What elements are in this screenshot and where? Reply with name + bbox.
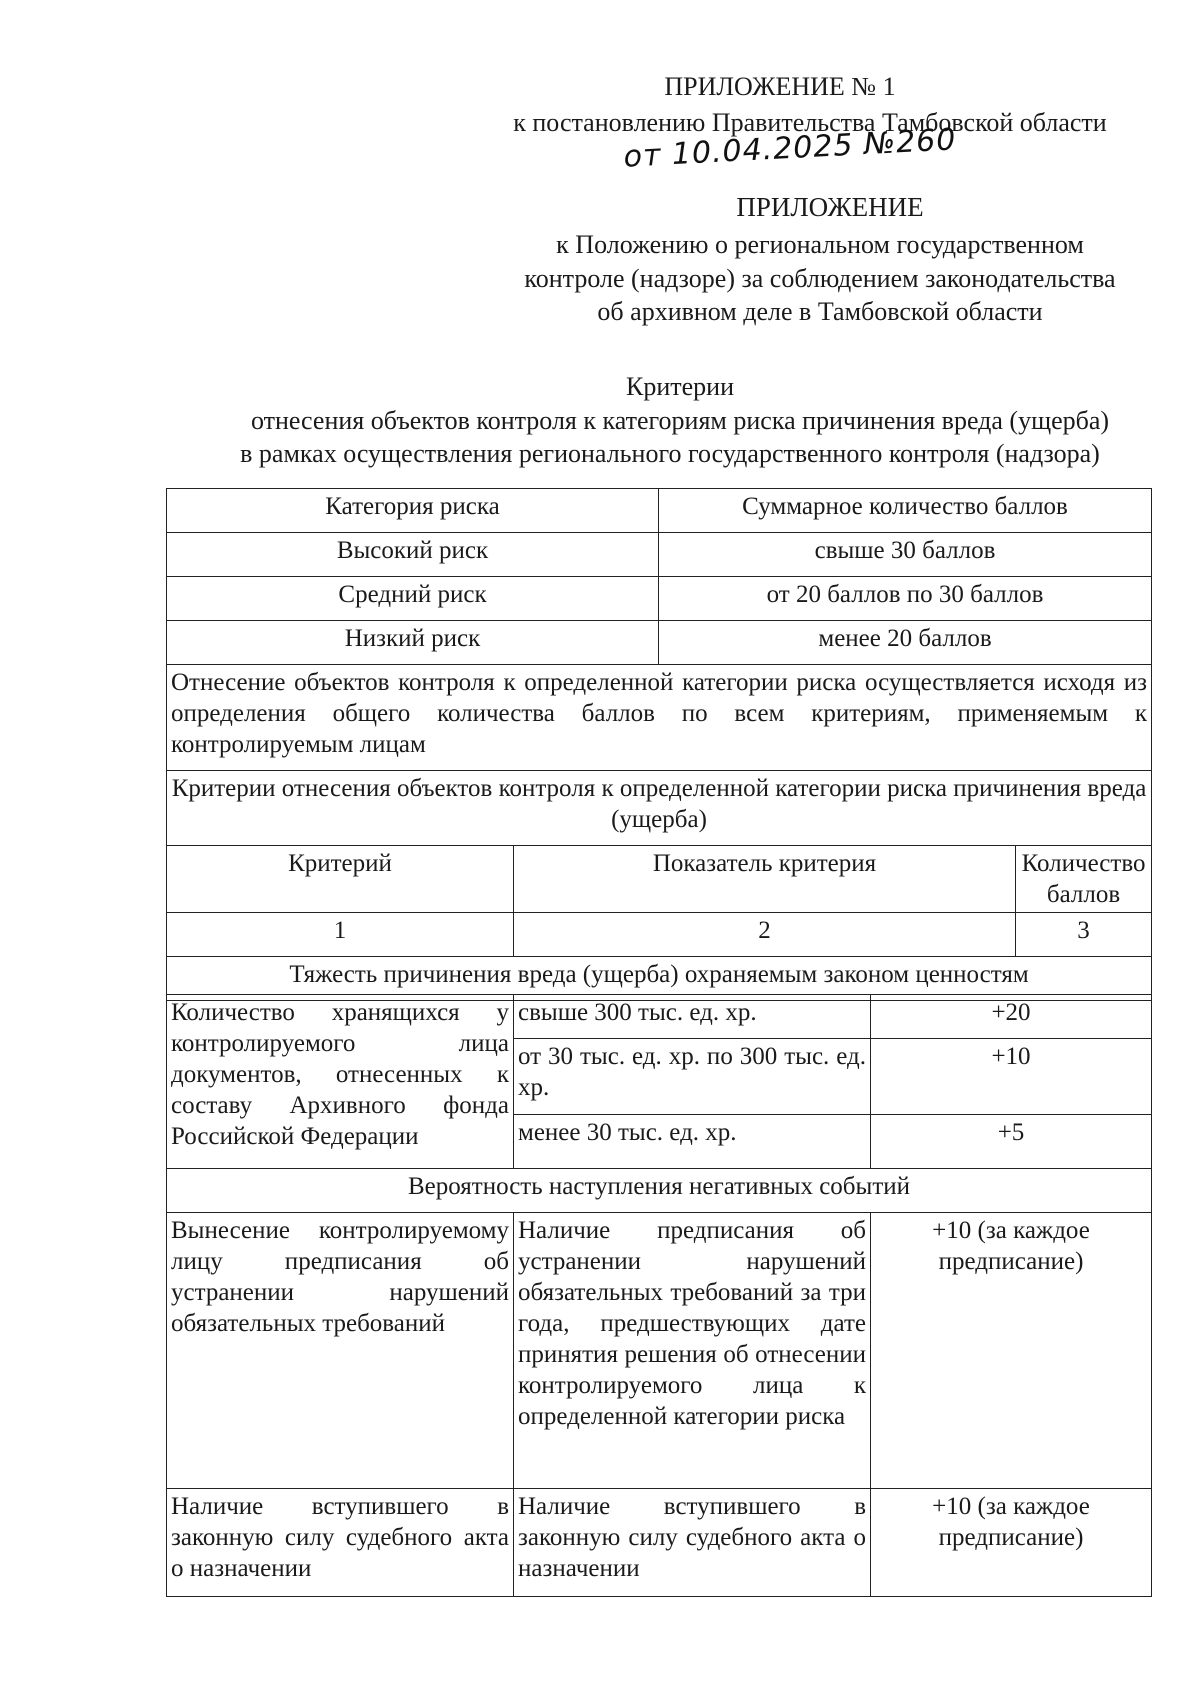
- section1-criterion: Количество хранящихся у контролируемого лица документов, отнесенных к составу Архивного фонда Российской Федерации: [167, 995, 514, 1169]
- criteria-subtitle-line-1: отнесения объектов контроля к категориям риска причинения вреда (ущерба): [250, 406, 1110, 435]
- risk-note: Отнесение объектов контроля к определенной категории риска осуществляется исходя из определения общего количества баллов по всем критериям, применяемым к контролируемым лицам: [167, 665, 1152, 771]
- table-row: [167, 577, 1152, 621]
- criteria-subtitle-line-2: в рамках осуществления регионального государственного контроля (надзора): [240, 439, 1100, 468]
- section2-criterion: Наличие вступившего в законную силу судебного акта о назначении: [167, 1489, 514, 1597]
- risk-points-cell: от 20 баллов по 30 баллов: [659, 577, 1152, 621]
- table-row: [167, 1489, 1152, 1597]
- criteria-table-title: Критерии отнесения объектов контроля к определенной категории риска причинения вреда (ущерба): [167, 771, 1152, 846]
- section2-indicator: Наличие предписания об устранении нарушений обязательных требований за три года, предшествующих дате принятия решения об отнесении контролируемого лица к определенной категории риска: [514, 1213, 871, 1489]
- risk-points-cell: свыше 30 баллов: [659, 533, 1152, 577]
- points-cell: +10: [871, 1039, 1152, 1115]
- appendix-title: ПРИЛОЖЕНИЕ № 1: [664, 72, 896, 101]
- points-cell: +20: [871, 995, 1152, 1039]
- appendix2-line-2: контроле (надзоре) за соблюдением законодательства: [524, 264, 1116, 293]
- column-number-1: 1: [167, 913, 514, 957]
- risk-category-cell: Средний риск: [167, 577, 659, 621]
- risk-category-cell: Высокий риск: [167, 533, 659, 577]
- criteria-body-table: [166, 994, 1152, 1597]
- table-row: [167, 621, 1152, 665]
- table-row: [167, 995, 1152, 1039]
- section2-points: +10 (за каждое предписание): [871, 1213, 1152, 1489]
- section1-title: Тяжесть причинения вреда (ущерба) охраняемым законом ценностям: [167, 957, 1152, 1001]
- risk-header-points: Суммарное количество баллов: [659, 489, 1152, 533]
- table-row: [167, 1213, 1152, 1489]
- column-number-2: 2: [514, 913, 1016, 957]
- table-row: [167, 533, 1152, 577]
- indicator-cell: свыше 300 тыс. ед. хр.: [514, 995, 871, 1039]
- risk-category-cell: Низкий риск: [167, 621, 659, 665]
- section2-indicator: Наличие вступившего в законную силу судебного акта о назначении: [514, 1489, 871, 1597]
- appendix2-line-1: к Положению о региональном государственном: [556, 230, 1084, 259]
- indicator-cell: менее 30 тыс. ед. хр.: [514, 1115, 871, 1169]
- appendix-reference: к постановлению Правительства Тамбовской области: [513, 108, 1107, 137]
- header-points: Количество баллов: [1016, 846, 1152, 913]
- appendix2-title: ПРИЛОЖЕНИЕ: [736, 192, 924, 222]
- criteria-title: Критерии: [626, 372, 734, 401]
- section2-title: Вероятность наступления негативных событий: [167, 1169, 1152, 1213]
- risk-points-cell: менее 20 баллов: [659, 621, 1152, 665]
- points-cell: +5: [871, 1115, 1152, 1169]
- header-criterion: Критерий: [167, 846, 514, 913]
- risk-header-category: Категория риска: [167, 489, 659, 533]
- column-number-3: 3: [1016, 913, 1152, 957]
- appendix2-line-3: об архивном деле в Тамбовской области: [597, 297, 1043, 326]
- indicator-cell: от 30 тыс. ед. хр. по 300 тыс. ед. хр.: [514, 1039, 871, 1115]
- handwritten-date-number: от 10.04.2025 №260: [622, 122, 958, 175]
- header-indicator: Показатель критерия: [514, 846, 1016, 913]
- criteria-table: [166, 488, 1152, 1001]
- section2-criterion: Вынесение контролируемому лицу предписания об устранении нарушений обязательных требований: [167, 1213, 514, 1489]
- section2-points: +10 (за каждое предписание): [871, 1489, 1152, 1597]
